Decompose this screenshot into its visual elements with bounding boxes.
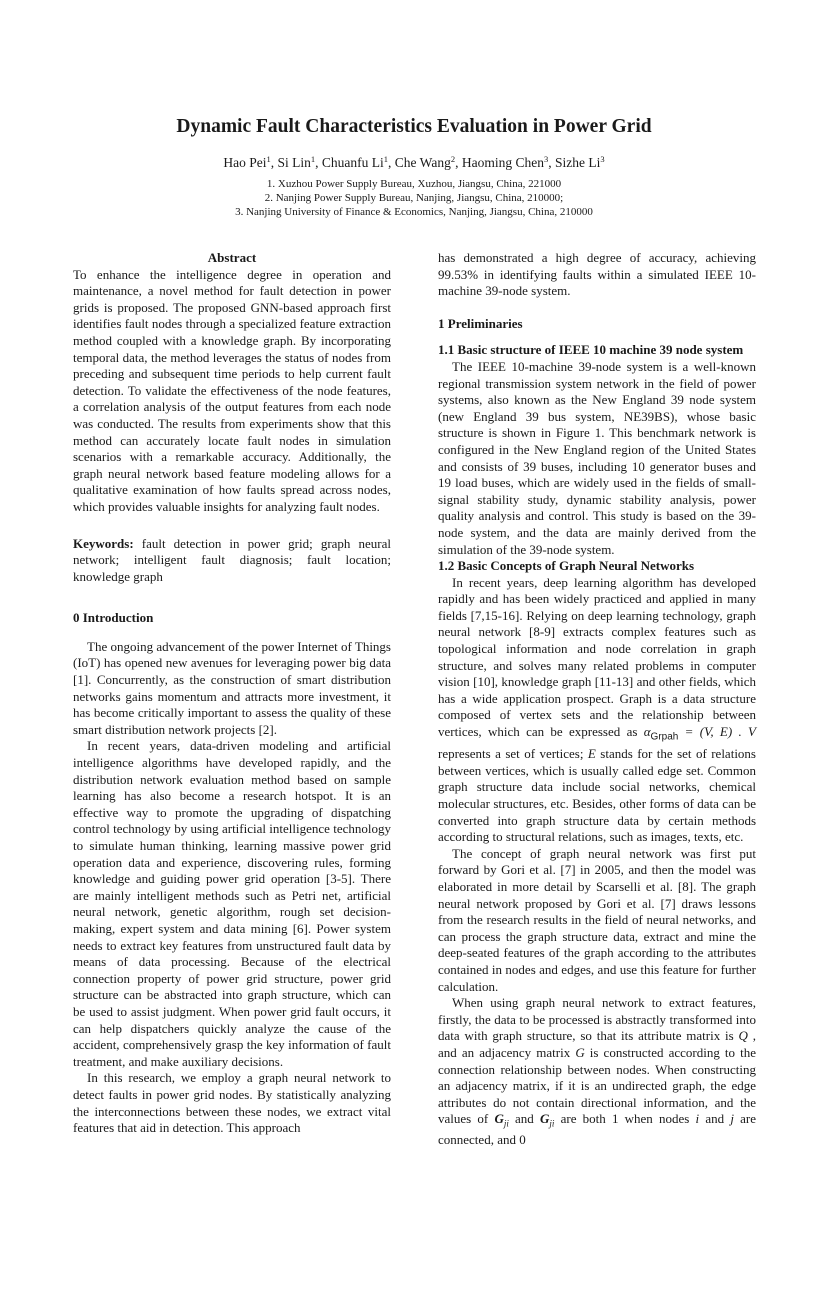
section-1-2-paragraph-3 [438,995,756,1149]
affiliation-2: 2. Nanjing Power Supply Bureau, Nanjing, Jiangsu, China, 210000; [264,192,564,204]
abstract-heading: Abstract [207,250,257,265]
text-run: is constructed according to the connection relationship between nodes. When constructing an adjacency matrix, if it is an undirected graph, the edge attributes do not contain directional information, and the values of [438,1044,757,1127]
text-run: represents a set of vertices; [438,746,588,762]
author-affiliation-mark: 1 [383,154,389,164]
text-run: , and an adjacency matrix [438,1028,757,1060]
affiliation-3: 3. Nanjing University of Finance & Economics, Nanjing, Jiangsu, China, 210000 [235,206,593,218]
author-affiliation-mark: 2 [450,154,456,164]
math-subscript: ji [549,1118,555,1129]
intro-paragraph-2: In recent years, data-driven modeling and artificial intelligence algorithms have developed rapidly, and the distribution network evaluation method based on sample learning has also become a research hotspot. It is an effective way to promote the upgrading of dispatching control technology by using artificial intelligence technology to simulate human thinking, learning massive power grid operation data and experience, discovering rules, forming knowledge and guiding power grid operation [3-5]. There are mainly intelligent methods such as Petri net, artificial neural network, genetic algorithm, rough set decision-making, expert system and data mining [6]. Power system needs to extract key features from unstructured fault data by means of data processing. Because of the electrical connection property of power grid structure, power grid structure can be abstracted into graph structure, which can be used to assist judgment. When power grid fault occurs, it can help dispatchers quickly analyze the cause of the accident, comprehensively grasp the key information of fault treatment, and make auxiliary decisions. [73,738,391,1069]
intro-continuation: has demonstrated a high degree of accuracy, achieving 99.53% in identifying faults within a simulated IEEE 10-machine 39-node system. [438,250,756,299]
section-1-1-paragraph: The IEEE 10-machine 39-node system is a well-known regional transmission system network in the field of power systems, also known as the New England 39 node system (new England 39 bus system, NE39BS), whose basic structure is shown in Figure 1. This benchmark network is configured in the New England region of the United States and consists of 39 buses, including 10 generator buses and 19 load buses, which are widely used in the fields of small-signal stability study, dynamic stability analysis, power quality analysis and control. This study is based on the 39-node system, and the data are mainly derived from the simulation of the 39-node system. [438,358,756,557]
text-run: stands for the set of relations between vertices, which is usually called edge set. Common graph structure data include social networks, chemical molecular structures, etc. Besides, other forms of data can be converted into graph structure data by certain methods according to structural relations, such as images, texts, etc. [438,746,756,845]
intro-paragraph-1: The ongoing advancement of the power Internet of Things (IoT) has opened new avenues for leveraging power big data [1]. Concurrently, as the construction of smart distribution networks gains momentum and attracts more investment, it has become critically important to assess the quality of these smart distribution network projects [2]. [73,638,391,737]
author-name: Chuanfu Li [321,155,384,170]
math-symbol: j [730,1111,734,1127]
intro-paragraph-3: In this research, we employ a graph neural network to detect faults in power grid nodes. By statistically analyzing the interconnections between these nodes, we extract vital features that aid in detection. This approach [73,1070,391,1136]
section-1-2-paragraph-2: The concept of graph neural network was first put forward by Gori et al. [7] in 2005, and then the model was elaborated in more detail by Scarselli et al. [8]. The graph neural network proposed by Gori et al. [7] draws lessons from the research results in the field of neural networks, and can process the graph structure data, extract and mine the deep-seated features of the graph according to the attributes contained in nodes and edges, and use this feature for further calculation. [438,845,756,994]
author-list: Hao Pei$^1$, Si Lin$^1$, Chuanfu Li$^1$, Che Wang$^2$, Haoming Chen$^3$, Sizhe Li$^3$ [223,154,605,170]
section-1-2-paragraph-1 [438,575,756,846]
paper-title: Dynamic Fault Characteristics Evaluation in Power Grid [176,116,652,137]
text-run: When using graph neural network to extract features, firstly, the data to be processed is abstractly transformed into data with graph structure, so that its attribute matrix is [438,995,756,1044]
math-symbol: E [587,746,596,762]
affiliation-1: 1. Xuzhou Power Supply Bureau, Xuzhou, Jiangsu, China, 221000 [266,178,562,190]
math-symbol: G [575,1044,585,1060]
author-name: Haoming Chen [461,155,544,170]
left-column [73,250,391,1137]
author-name: Si Lin [277,155,311,170]
math-symbol: i [695,1111,700,1127]
text-run: are both 1 when nodes [554,1111,696,1127]
math-symbol: V [748,724,756,740]
keywords-label: Keywords: [73,535,134,551]
section-1-1-heading: 1.1 Basic structure of IEEE 10 machine 39 node system [438,342,744,358]
math-symbol: G [494,1111,504,1127]
author-affiliation-mark: 1 [310,154,316,164]
math-subscript: Grpah [650,731,679,743]
math-symbol: Q [738,1028,748,1044]
section-1-2-heading: 1.2 Basic Concepts of Graph Neural Networks [438,558,695,574]
keywords-text: fault detection in power grid; graph neural network; intelligent fault diagnosis; fault location; knowledge graph [73,535,391,584]
math-symbol: G [540,1111,550,1127]
text-run: and [699,1111,731,1127]
keywords [73,536,391,586]
section-1-heading: 1 Preliminaries [438,315,523,331]
author-name: Che Wang [394,155,451,170]
author-affiliation-mark: 1 [266,154,271,164]
author-affiliation-mark: 3 [600,154,605,164]
text-run: and [508,1111,540,1127]
math-subscript: ji [503,1118,509,1129]
author-affiliation-mark: 3 [543,154,549,164]
text-run: are connected, and 0 [438,1111,756,1148]
abstract-text: To enhance the intelligence degree in operation and maintenance, a novel method for fault detection in power grids is proposed. The proposed GNN-based approach first identifies fault nodes through a specialized feature extraction method coupled with a knowledge graph. By incorporating temporal data, the method leverages the status of nodes from preceding and subsequent time periods to help current fault detection. To validate the effectiveness of the node features, a correlation analysis of the output features from each node was conducted. The results from experiments show that this method can accurately locate fault nodes in simulation scenarios with a remarkable accuracy. Additionally, the graph neural network based feature modeling allows for a qualitative examination of how faults spread across nodes, which provides valuable insights for analyzing fault nodes. [73,266,391,514]
math-symbol: α [643,724,651,740]
author-name: Hao Pei [223,155,267,170]
text-run: In recent years, deep learning algorithm has developed rapidly and has been widely practiced and applied in many fields [7,15-16]. Relying on deep learning technology, graph neural network [8-9] extracts complex features such as topological information and node correlation in graph structure, and solves many related problems in computer vision [10], knowledge graph [11-13] and other fields, which has a wide application prospect. Graph is a data structure composed of vertex sets and the relationship between vertices, which can be expressed as [438,574,756,740]
math-expression: = (V, E) . [678,724,749,740]
author-name: Sizhe Li [554,155,601,170]
right-column [438,250,756,1149]
intro-heading: 0 Introduction [73,610,154,626]
